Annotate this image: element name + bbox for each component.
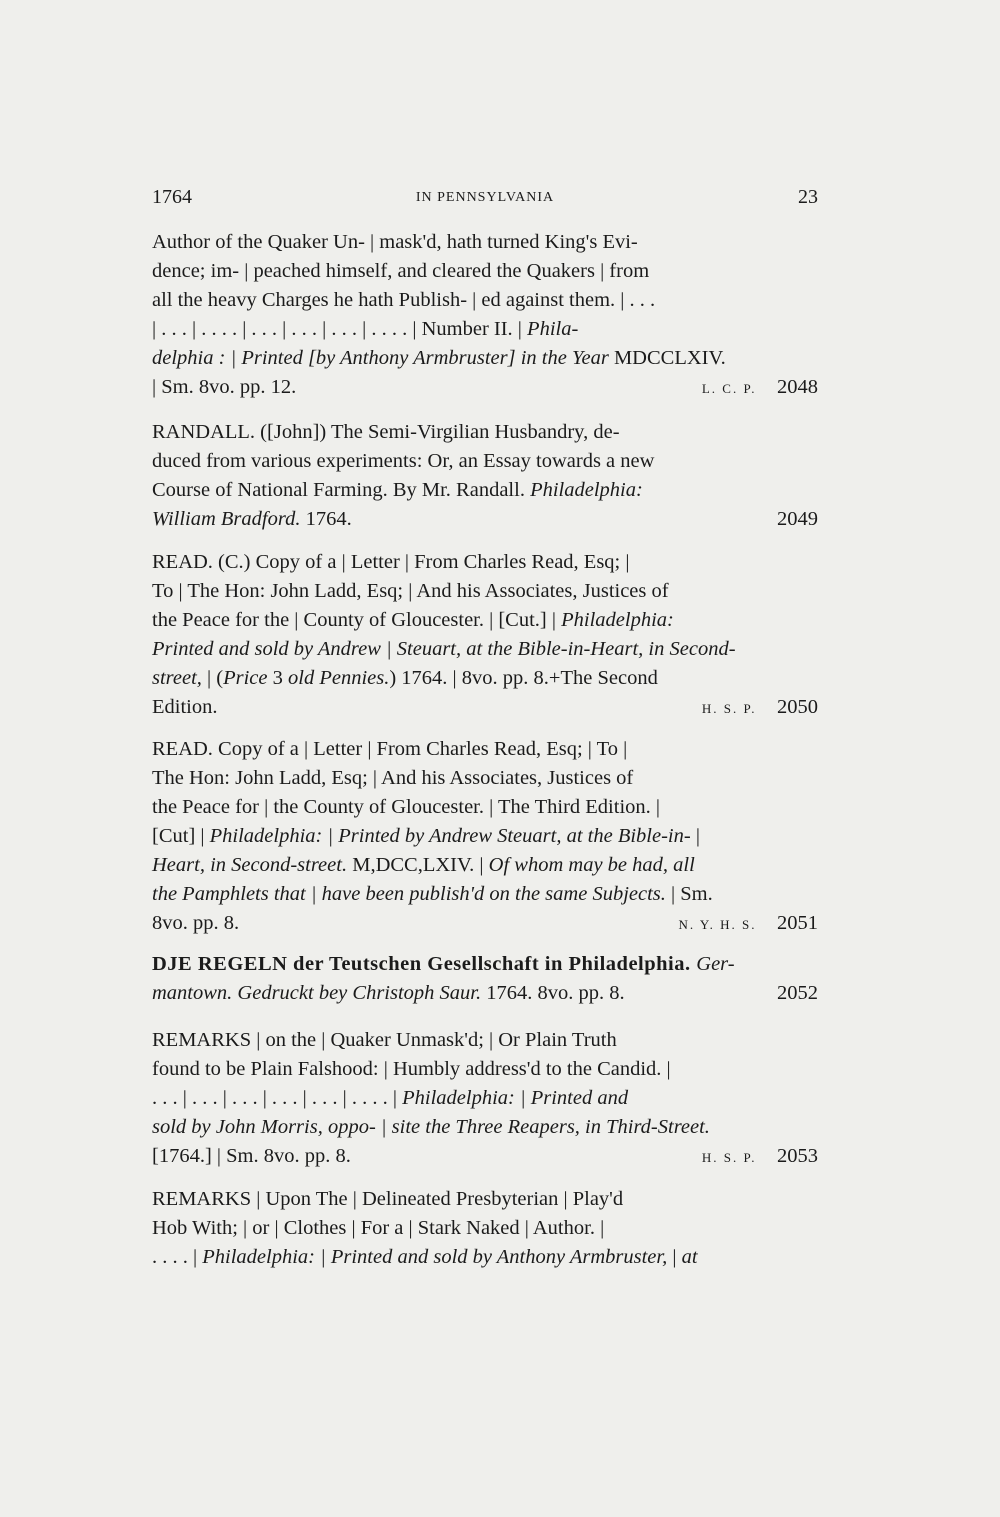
text-line: RANDALL. ([John]) The Semi-Virgilian Husbandry, de-	[152, 421, 620, 443]
entry-tail	[152, 979, 818, 1008]
text-line: [1764.] | Sm. 8vo. pp. 8.	[152, 1145, 351, 1167]
text-line: The Hon: John Ladd, Esq; | And his Associates, Justices of	[152, 767, 634, 789]
text-line: REMARKS | Upon The | Delineated Presbyterian | Play'd	[152, 1188, 624, 1210]
text-line: William Bradford. 1764.	[152, 508, 352, 530]
text-line: 8vo. pp. 8.	[152, 912, 240, 934]
text-line: delphia : | Printed [by Anthony Armbruster] in the Year MDCCLXIV.	[152, 347, 726, 369]
entry-2052	[152, 950, 818, 1008]
text-line: sold by John Morris, oppo- | site the Three Reapers, in Third-Street.	[152, 1116, 710, 1138]
text-line: [Cut] | Philadelphia: | Printed by Andrew Steuart, at the Bible-in- |	[152, 825, 700, 847]
text-line: found to be Plain Falshood: | Humbly address'd to the Candid. |	[152, 1058, 671, 1080]
text-line: duced from various experiments: Or, an Essay towards a new	[152, 450, 655, 472]
entry-2048	[152, 228, 818, 403]
text-line: READ. Copy of a | Letter | From Charles Read, Esq; | To |	[152, 738, 628, 760]
text-line: street, | (Price 3 old Pennies.) 1764. | 8vo. pp. 8.+The Second	[152, 667, 658, 689]
text-line: mantown. Gedruckt bey Christoph Saur. 1764. 8vo. pp. 8.	[152, 982, 625, 1004]
header-year: 1764	[152, 186, 192, 208]
entry-tail	[152, 373, 818, 403]
text-line: all the heavy Charges he hath Publish- | ed against them. | . . .	[152, 289, 656, 311]
entry-2050	[152, 548, 818, 723]
text-line: the Pamphlets that | have been publish'd on the same Subjects. | Sm.	[152, 883, 713, 905]
library-code: N. Y. H. S.	[678, 917, 757, 932]
text-line: | Sm. 8vo. pp. 12.	[152, 376, 297, 398]
entry-number: 2051	[777, 912, 818, 934]
entry-remarks-delineated	[152, 1185, 818, 1272]
entry-tail	[152, 693, 818, 723]
text-line: | . . . | . . . . | . . . | . . . | . . . | . . . . | Number II. | Phila-	[152, 318, 579, 340]
text-line: REMARKS | on the | Quaker Unmask'd; | Or Plain Truth	[152, 1029, 617, 1051]
entry-number: 2049	[777, 508, 818, 530]
entry-tail	[152, 505, 818, 534]
entry-number: 2052	[777, 982, 818, 1004]
text-line: Printed and sold by Andrew | Steuart, at the Bible-in-Heart, in Second-	[152, 638, 736, 660]
text-line: . . . | . . . | . . . | . . . | . . . | . . . . | Philadelphia: | Printed and	[152, 1087, 629, 1109]
library-code: L. C. P.	[701, 381, 757, 396]
text-line: the Peace for the | County of Gloucester. | [Cut.] | Philadelphia:	[152, 609, 674, 631]
text-line: Course of National Farming. By Mr. Randall. Philadelphia:	[152, 479, 643, 501]
text-line: the Peace for | the County of Gloucester. | The Third Edition. |	[152, 796, 660, 818]
entry-tail	[152, 909, 818, 939]
entry-2053	[152, 1026, 818, 1172]
entry-number: 2048	[777, 376, 818, 398]
page-number: 23	[798, 186, 818, 208]
entry-2049	[152, 418, 818, 534]
entry-2051	[152, 735, 818, 939]
entry-tail	[152, 1142, 818, 1172]
entry-number: 2050	[777, 696, 818, 718]
text-line: Hob With; | or | Clothes | For a | Stark Naked | Author. |	[152, 1217, 605, 1239]
text-line: . . . . | Philadelphia: | Printed and sold by Anthony Armbruster, | at	[152, 1246, 698, 1268]
entry-number: 2053	[777, 1145, 818, 1167]
text-line: dence; im- | peached himself, and cleared the Quakers | from	[152, 260, 650, 282]
text-line: To | The Hon: John Ladd, Esq; | And his Associates, Justices of	[152, 580, 669, 602]
text-line: Author of the Quaker Un- | mask'd, hath turned King's Evi-	[152, 231, 638, 253]
library-code: H. S. P.	[701, 1150, 757, 1165]
text-line: DJE REGELN der Teutschen Gesellschaft in Philadelphia. Ger-	[152, 953, 735, 975]
fraktur-title: DJE REGELN der Teutschen Gesellschaft in Philadelphia.	[152, 953, 697, 975]
library-code: H. S. P.	[701, 701, 757, 716]
text-line: Edition.	[152, 696, 218, 718]
text-line: READ. (C.) Copy of a | Letter | From Charles Read, Esq; |	[152, 551, 630, 573]
running-title: IN PENNSYLVANIA	[415, 190, 555, 205]
text-line: Heart, in Second-street. M,DCC,LXIV. | Of whom may be had, all	[152, 854, 695, 876]
